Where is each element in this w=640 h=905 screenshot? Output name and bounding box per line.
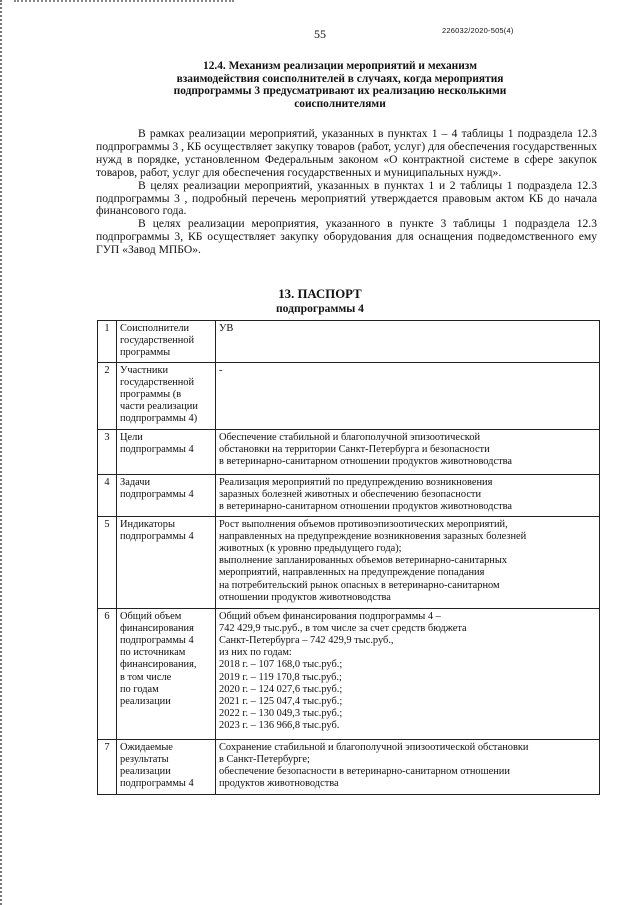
table-row <box>98 739 600 794</box>
value-line: обеспечение безопасности в ветеринарно-санитарном отношении <box>219 766 510 778</box>
label-line: Участники <box>120 364 169 376</box>
table-row <box>98 321 600 363</box>
title-line: соисполнителями <box>294 97 386 110</box>
value-line: из них по годам: <box>219 647 292 659</box>
passport-title: 13. ПАСПОРТ <box>278 287 362 301</box>
label-line: реализации <box>120 766 171 778</box>
value-line: мероприятий, направленных на предупреждение попадания <box>219 567 485 579</box>
row-value <box>216 474 600 516</box>
label-line: Общий объем <box>120 610 182 622</box>
value-line: 2023 г. – 136 966,8 тыс.руб. <box>219 720 340 732</box>
row-label <box>117 608 216 739</box>
label-line: финансирования <box>120 622 194 634</box>
value-line: 2019 г. – 119 170,8 тыс.руб.; <box>219 671 342 683</box>
value-line: Обеспечение стабильной и благополучной эпизоотической <box>219 431 481 443</box>
value-line: в Санкт-Петербурге; <box>219 753 310 765</box>
label-line: программы <box>120 347 171 359</box>
row-value <box>216 739 600 794</box>
row-number: 7 <box>98 739 117 794</box>
value-line: - <box>219 364 223 376</box>
label-line: программы (в <box>120 389 182 401</box>
row-number: 2 <box>98 362 117 429</box>
label-line: подпрограммы 4) <box>120 413 198 425</box>
value-line: 2021 г. – 125 047,4 тыс.руб.; <box>219 696 343 708</box>
label-line: подпрограммы 4 <box>120 530 194 542</box>
value-line: направленных на предупреждение возникновения заразных болезней <box>219 530 527 542</box>
value-line: 742 429,9 тыс.руб., в том числе за счет средств бюджета <box>219 622 467 634</box>
row-label <box>117 474 216 516</box>
label-line: Задачи <box>120 476 151 488</box>
value-line: 2020 г. – 124 027,6 тыс.руб.; <box>219 683 343 695</box>
row-number: 1 <box>98 321 117 363</box>
value-line: заразных болезней животных и обеспечению безопасности <box>219 488 482 500</box>
passport-subtitle: подпрограммы 4 <box>276 302 364 315</box>
label-line: по годам <box>120 683 159 695</box>
label-line: государственной <box>120 335 195 347</box>
value-line: Общий объем финансирования подпрограммы 4 – <box>219 610 441 622</box>
label-line: Индикаторы <box>120 518 175 530</box>
row-value <box>216 321 600 363</box>
title-line: взаимодействия соисполнителей в случаях, когда мероприятия <box>176 72 504 85</box>
row-label <box>117 429 216 474</box>
row-value <box>216 516 600 608</box>
table-row <box>98 608 600 739</box>
table-row <box>98 429 600 474</box>
value-line: отношении продуктов животноводства <box>219 591 391 603</box>
row-value <box>216 608 600 739</box>
scan-edge-marks <box>0 0 6 905</box>
value-line: в ветеринарно-санитарном отношении продуктов животноводства <box>219 501 513 513</box>
label-line: государственной <box>120 376 195 388</box>
value-line: на потребительский рынок опасных в ветеринарно-санитарном <box>219 579 500 591</box>
section-12-4-body <box>96 128 597 257</box>
value-line: Реализация мероприятий по предупреждению возникновения <box>219 476 493 488</box>
value-line: выполнение запланированных объемов ветеринарно-санитарных <box>219 555 508 567</box>
value-line: УВ <box>219 323 234 334</box>
value-line: животных (к уровню предыдущего года); <box>219 543 402 555</box>
table-row <box>98 516 600 608</box>
label-line: в том числе <box>120 671 172 683</box>
row-value <box>216 362 600 429</box>
row-value <box>216 429 600 474</box>
value-line: 2018 г. – 107 168,0 тыс.руб.; <box>219 659 343 671</box>
value-line: в ветеринарно-санитарном отношении продуктов животноводства <box>219 456 513 468</box>
paragraph: В рамках реализации мероприятий, указанных в пунктах 1 – 4 таблицы 1 подраздела 12.3 подпрограммы 3 , КБ осуществляет закупку товаров (работ, услуг) для обеспечения государственных нужд в порядке, установленном Федеральным законом «О контрактной системе в сфере закупок товаров, работ, услуг для обеспечения государственных и муниципальных нужд». <box>96 127 598 179</box>
table-row <box>98 362 600 429</box>
row-number: 3 <box>98 429 117 474</box>
label-line: по источникам <box>120 647 186 659</box>
label-line: результаты <box>120 753 169 765</box>
row-label <box>117 739 216 794</box>
label-line: части реализации <box>120 401 198 413</box>
paragraph: В целях реализации мероприятия, указанного в пункте 3 таблицы 1 подраздела 12.3 подпрограммы 3, КБ осуществляет закупку оборудования для оснащения подведомственного ему ГУП «Завод МПБО». <box>96 217 597 257</box>
table-row <box>98 474 600 516</box>
value-line: 2022 г. – 130 049,3 тыс.руб.; <box>219 708 343 720</box>
label-line: реализации <box>120 696 171 708</box>
row-label <box>117 516 216 608</box>
row-number: 6 <box>98 608 117 739</box>
value-line: Санкт-Петербурга – 742 429,9 тыс.руб., <box>219 635 394 647</box>
label-line: финансирования, <box>120 659 197 671</box>
page-number: 55 <box>314 27 326 41</box>
row-number: 5 <box>98 516 117 608</box>
value-line: продуктов животноводства <box>219 778 339 790</box>
label-line: Цели <box>120 431 143 443</box>
paragraph: В целях реализации мероприятий, указанных в пунктах 1 и 2 таблицы 1 подраздела 12.3 подпрограммы 3 , подробный перечень мероприятий утверждается правовым актом КБ до начала финансового года. <box>96 178 597 218</box>
scan-top-marks <box>14 0 234 5</box>
passport-table <box>97 320 600 795</box>
title-line: подпрограммы 3 предусматривают их реализацию несколькими <box>173 85 507 98</box>
label-line: подпрограммы 4 <box>120 488 194 500</box>
title-line: 12.4. Механизм реализации мероприятий и механизм <box>203 60 477 72</box>
label-line: Ожидаемые <box>120 741 173 753</box>
label-line: подпрограммы 4 <box>120 635 194 647</box>
document-code: 226032/2020-505(4) <box>442 26 514 35</box>
value-line: Сохранение стабильной и благополучной эпизоотической обстановки <box>219 741 529 753</box>
label-line: подпрограммы 4 <box>120 443 194 455</box>
section-12-4-title <box>120 60 560 110</box>
value-line: обстановки на территории Санкт-Петербурга и безопасности <box>219 443 490 455</box>
label-line: подпрограммы 4 <box>120 778 194 790</box>
label-line: Соисполнители <box>120 323 190 334</box>
row-label <box>117 362 216 429</box>
row-number: 4 <box>98 474 117 516</box>
row-label <box>117 321 216 363</box>
value-line: Рост выполнения объемов противоэпизоотических мероприятий, <box>219 518 508 530</box>
